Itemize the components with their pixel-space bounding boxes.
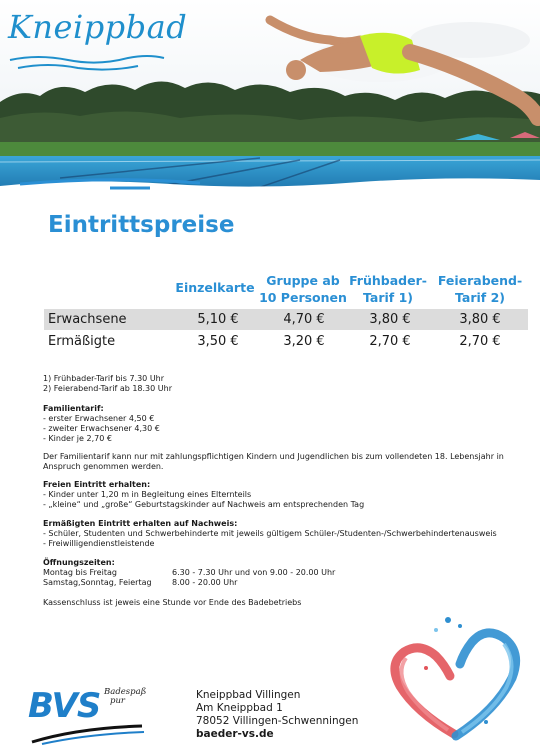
bvs-swoosh-icon (28, 722, 148, 746)
hours-title: Öffnungszeiten: (43, 558, 115, 567)
hours-day: Montag bis Freitag (43, 568, 117, 577)
logo-wave-icon (8, 52, 168, 72)
free-item: - „kleine“ und „große“ Geburtstagskinder auf Nachweis am entsprechenden Tag (43, 500, 365, 509)
price-cell: 5,10 € (197, 312, 239, 327)
family-item: - erster Erwachsener 4,50 € (43, 414, 155, 423)
footnote: 1) Frühbader-Tarif bis 7.30 Uhr (43, 374, 165, 383)
page-title: Eintrittspreise (48, 212, 235, 238)
free-item: - Kinder unter 1,20 m in Begleitung eines Elternteils (43, 490, 252, 499)
table-row (44, 309, 528, 330)
row-label: Ermäßigte (48, 334, 116, 349)
closing-note: Kassenschluss ist jeweis eine Stunde vor Ende des Badebetriebs (43, 598, 302, 607)
address-line: Kneippbad Villingen (196, 689, 301, 701)
row-label: Erwachsene (48, 312, 127, 327)
price-cell: 4,70 € (283, 312, 325, 327)
bvs-logo (28, 686, 148, 746)
hours-title-wrap (43, 558, 115, 568)
table-header-single: Einzelkarte (175, 280, 255, 295)
water-heart-icon (386, 612, 526, 747)
table-header-group: Gruppe ab 10 Personen (259, 273, 347, 305)
footer-address (196, 689, 358, 741)
bvs-logo-text: BVS (28, 686, 101, 726)
address-line: 78052 Villingen-Schwenningen (196, 715, 359, 727)
hours-time: 6.30 - 7.30 Uhr und von 9.00 - 20.00 Uhr (172, 568, 336, 577)
hours-day: Samstag,Sonntag, Feiertag (43, 578, 152, 587)
table-header-early: Frühbader- Tarif 1) (349, 273, 427, 305)
bvs-tagline-1: Badespaß (104, 687, 147, 697)
table-header-evening: Feierabend- Tarif 2) (437, 273, 523, 305)
free-title: Freien Eintritt erhalten: (43, 480, 151, 489)
price-cell: 3,80 € (459, 312, 501, 327)
bvs-tagline-2: pur (110, 696, 125, 706)
family-title: Familientarif: (43, 404, 104, 413)
reduced-item: - Schüler, Studenten und Schwerbehinderte mit jeweils gültigem Schüler-/Studenten-/Schwerbehindertenausweis (43, 529, 497, 538)
price-cell: 2,70 € (459, 334, 501, 349)
price-cell: 3,20 € (283, 334, 325, 349)
family-item: - Kinder je 2,70 € (43, 434, 112, 443)
kneippbad-logo: Kneippbad (8, 8, 188, 46)
price-cell: 3,80 € (369, 312, 411, 327)
free-entry (43, 480, 364, 510)
reduced-item: - Freiwilligendienstleistende (43, 539, 155, 548)
price-cell: 3,50 € (197, 334, 239, 349)
hours-time: 8.00 - 20.00 Uhr (172, 578, 238, 587)
family-note: Der Familientarif kann nur mit zahlungspflichtigen Kindern und Jugendlichen bis zum vollendeten 18. Lebensjahr in Anspruch genommen werden. (43, 452, 504, 471)
bvs-tagline (104, 688, 146, 706)
footnotes (43, 374, 172, 394)
table-row (44, 331, 528, 352)
hero-photo (0, 0, 540, 196)
family-tariff (43, 404, 160, 444)
hours-row (43, 578, 237, 588)
website-link[interactable]: baeder-vs.de (196, 728, 274, 740)
footnote: 2) Feierabend-Tarif ab 18.30 Uhr (43, 384, 172, 393)
address-line: Am Kneippbad 1 (196, 702, 283, 714)
reduced-entry (43, 519, 523, 549)
family-item: - zweiter Erwachsener 4,30 € (43, 424, 160, 433)
reduced-title: Ermäßigten Eintritt erhalten auf Nachweis: (43, 519, 238, 528)
price-cell: 2,70 € (369, 334, 411, 349)
hours-row (43, 568, 335, 578)
